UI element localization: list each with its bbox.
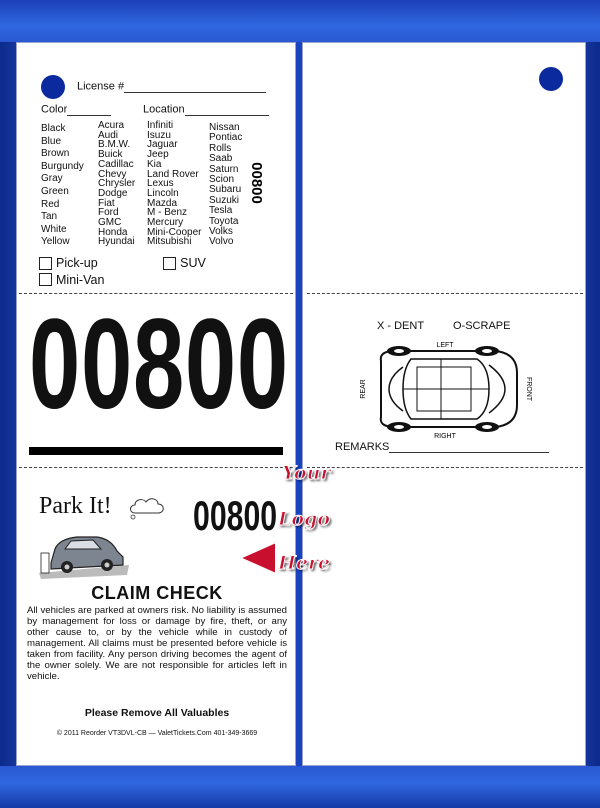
- color-item: Red: [41, 198, 60, 210]
- remove-valuables-note: Please Remove All Valuables: [84, 707, 230, 719]
- arrow-left-icon: [238, 540, 278, 576]
- diagram-rear-label: REAR: [360, 379, 367, 399]
- make-item: Cadillac: [98, 158, 134, 170]
- tear-line: [307, 293, 583, 294]
- make-item: Fiat: [98, 197, 115, 209]
- diagram-right-label: RIGHT: [434, 433, 456, 440]
- remarks-label: REMARKS: [335, 441, 390, 453]
- logo-placeholder-logo: Logo: [278, 508, 330, 530]
- make-item: Subaru: [209, 184, 242, 196]
- color-item: Black: [41, 123, 66, 134]
- color-item: Yellow: [41, 236, 70, 248]
- checkbox-box-icon[interactable]: [39, 257, 52, 270]
- remarks-field: [335, 441, 549, 453]
- diagram-left-label: LEFT: [436, 342, 454, 349]
- make-item: Nissan: [209, 122, 240, 133]
- scrape-legend: O-SCRAPE: [453, 320, 511, 332]
- ticket-right-panel: [302, 42, 586, 766]
- make-item: Chrysler: [98, 178, 136, 190]
- license-field: [77, 81, 266, 93]
- frame-top-border: [0, 0, 600, 42]
- make-list-2: [147, 121, 201, 247]
- make-item: Ford: [98, 207, 119, 219]
- make-item: Mercury: [147, 217, 184, 229]
- diagram-front-label: FRONT: [525, 376, 532, 402]
- make-item: Jeep: [147, 149, 169, 161]
- make-item: Mazda: [147, 197, 178, 209]
- vehicle-type-options: [39, 256, 295, 289]
- park-it-brand: Park It!: [39, 493, 112, 519]
- make-item: Kia: [147, 158, 162, 170]
- make-item: Buick: [98, 149, 123, 161]
- tear-line: [19, 467, 293, 468]
- color-line: [67, 104, 111, 116]
- hang-hole-icon: [41, 75, 65, 99]
- make-item: Jaguar: [147, 139, 178, 151]
- color-item: Gray: [41, 173, 63, 185]
- dent-legend: X - DENT: [377, 320, 425, 332]
- color-item: Blue: [41, 135, 62, 147]
- reorder-footer: © 2011 Reorder VT3DVL-CB — ValetTickets.Com 401-349-3669: [56, 730, 258, 737]
- make-list-3: [209, 123, 242, 248]
- make-item: Saab: [209, 153, 233, 165]
- make-item: M - Benz: [147, 207, 188, 219]
- make-item: Acura: [98, 120, 125, 131]
- vertical-ticket-number: [246, 157, 266, 209]
- make-item: Hyundai: [98, 236, 135, 248]
- make-list-1: [98, 121, 135, 247]
- make-item: Pontiac: [209, 132, 243, 144]
- ticket-left-panel: [16, 42, 296, 766]
- color-item: White: [41, 223, 67, 235]
- make-item: Mitsubishi: [147, 236, 192, 248]
- color-item: Brown: [41, 148, 70, 160]
- make-item: GMC: [98, 217, 122, 229]
- vehicle-damage-diagram: [355, 337, 535, 441]
- checkbox-box-icon[interactable]: [39, 273, 52, 286]
- make-item: Honda: [98, 226, 128, 238]
- make-item: Isuzu: [147, 129, 171, 141]
- thought-cloud-icon: [127, 495, 167, 521]
- location-label: Location: [143, 103, 185, 116]
- make-item: B.M.W.: [98, 139, 131, 151]
- color-item: Burgundy: [41, 160, 84, 172]
- make-item: Scion: [209, 174, 235, 186]
- color-field: [41, 104, 111, 116]
- make-item: Chevy: [98, 168, 127, 180]
- color-item: Tan: [41, 211, 58, 223]
- liability-disclaimer: All vehicles are parked at owners risk. No liability is assumed by management for loss or damage by fire, theft, or any other cause to, or by the vehicle while in custody of management. All claims must be presented before vehicle is taken from facility. Any person driving becomes the agent of the owner solely. We are not responsible for articles left in vehicle.: [27, 605, 287, 682]
- parked-car-icon: [37, 523, 131, 579]
- vertical-number-text: 00800: [248, 162, 266, 204]
- checkbox-pickup[interactable]: Pick-up: [39, 256, 98, 270]
- make-item: Volvo: [209, 236, 234, 248]
- remarks-line: [389, 441, 549, 453]
- location-field: [143, 104, 269, 116]
- color-list: [41, 123, 84, 249]
- checkbox-minivan[interactable]: Mini-Van: [39, 273, 104, 287]
- make-item: Toyota: [209, 215, 239, 227]
- license-label: License #: [77, 80, 125, 93]
- make-item: Suzuki: [209, 194, 240, 206]
- location-line: [185, 104, 269, 116]
- checkbox-suv[interactable]: SUV: [163, 256, 206, 270]
- logo-placeholder-your: Your: [282, 462, 331, 484]
- claim-check-title: CLAIM CHECK: [91, 583, 223, 603]
- license-line: [124, 81, 266, 93]
- logo-placeholder-here: Here: [278, 552, 331, 574]
- make-item: Lexus: [147, 178, 174, 190]
- make-item: Lincoln: [147, 187, 179, 199]
- make-item: Dodge: [98, 187, 128, 199]
- big-number-underline: [29, 447, 283, 455]
- make-item: Audi: [98, 129, 119, 141]
- make-item: Saturn: [209, 163, 239, 175]
- make-item: Land Rover: [147, 168, 199, 180]
- checkbox-box-icon[interactable]: [163, 257, 176, 270]
- hang-hole-icon: [539, 67, 563, 91]
- claim-ticket-number: 00800: [193, 492, 278, 539]
- tear-line: [307, 467, 583, 468]
- make-item: Mini-Cooper: [147, 226, 202, 238]
- color-label: Color: [41, 103, 68, 116]
- make-item: Infiniti: [147, 120, 174, 131]
- color-item: Green: [41, 185, 69, 197]
- make-item: Rolls: [209, 142, 232, 154]
- frame-bottom-border: [0, 766, 600, 808]
- big-ticket-number: 00800: [29, 293, 289, 436]
- make-item: Volks: [209, 226, 233, 238]
- make-item: Tesla: [209, 205, 233, 217]
